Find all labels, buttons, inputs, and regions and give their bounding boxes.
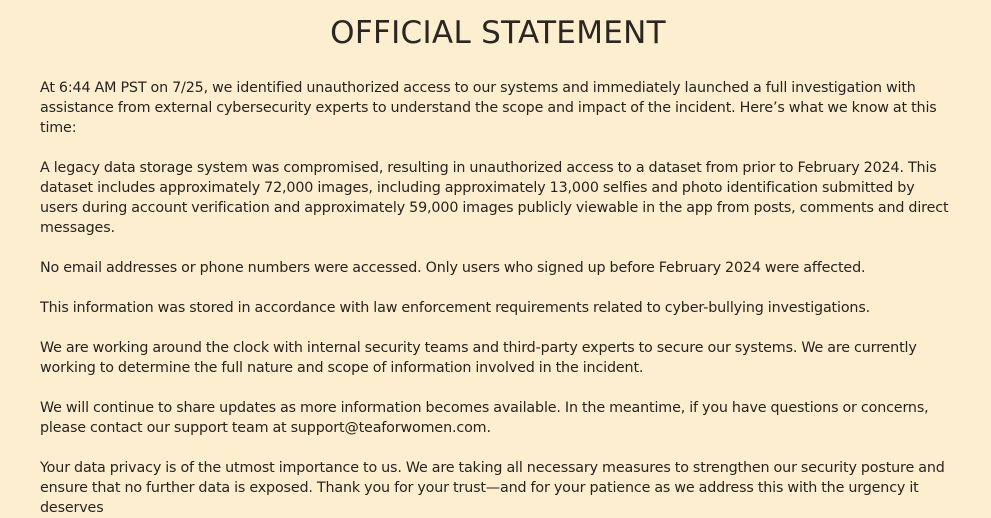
paragraph-contact: We will continue to share updates as more information becomes available. In the meantime, if you have questions or concerns, please contact our support team at support@teaforwomen.com. xyxy=(40,400,929,436)
paragraph-compromised-data: A legacy data storage system was compromised, resulting in unauthorized access to a dataset from prior to February 2024. This dataset includes approximately 72,000 images, including approximately 13,000 selfies and photo identification submitted by users during account verification and approximately 59,000 images publicly viewable in the app from posts, comments and direct messages. xyxy=(40,160,949,236)
paragraph-response: We are working around the clock with internal security teams and third-party experts to secure our systems. We are currently working to determine the full nature and scope of information involved in the incident. xyxy=(40,340,917,376)
paragraph-not-accessed: No email addresses or phone numbers were accessed. Only users who signed up before February 2024 were affected. xyxy=(40,260,866,276)
paragraph-closing: Your data privacy is of the utmost importance to us. We are taking all necessary measures to strengthen our security posture and ensure that no further data is exposed. Thank you for your trust—and for your patience as we address this with the urgency it deserves xyxy=(40,460,945,516)
paragraph-storage-reason: This information was stored in accordance with law enforcement requirements related to cyber-bullying investigations. xyxy=(40,300,871,316)
paragraph-incident-detected: At 6:44 AM PST on 7/25, we identified unauthorized access to our systems and immediately launched a full investigation with assistance from external cybersecurity experts to understand the scope and impact of the incident. Here’s what we know at this time: xyxy=(40,80,937,136)
statement-title: OFFICIAL STATEMENT xyxy=(330,15,666,51)
statement-body xyxy=(40,78,956,518)
